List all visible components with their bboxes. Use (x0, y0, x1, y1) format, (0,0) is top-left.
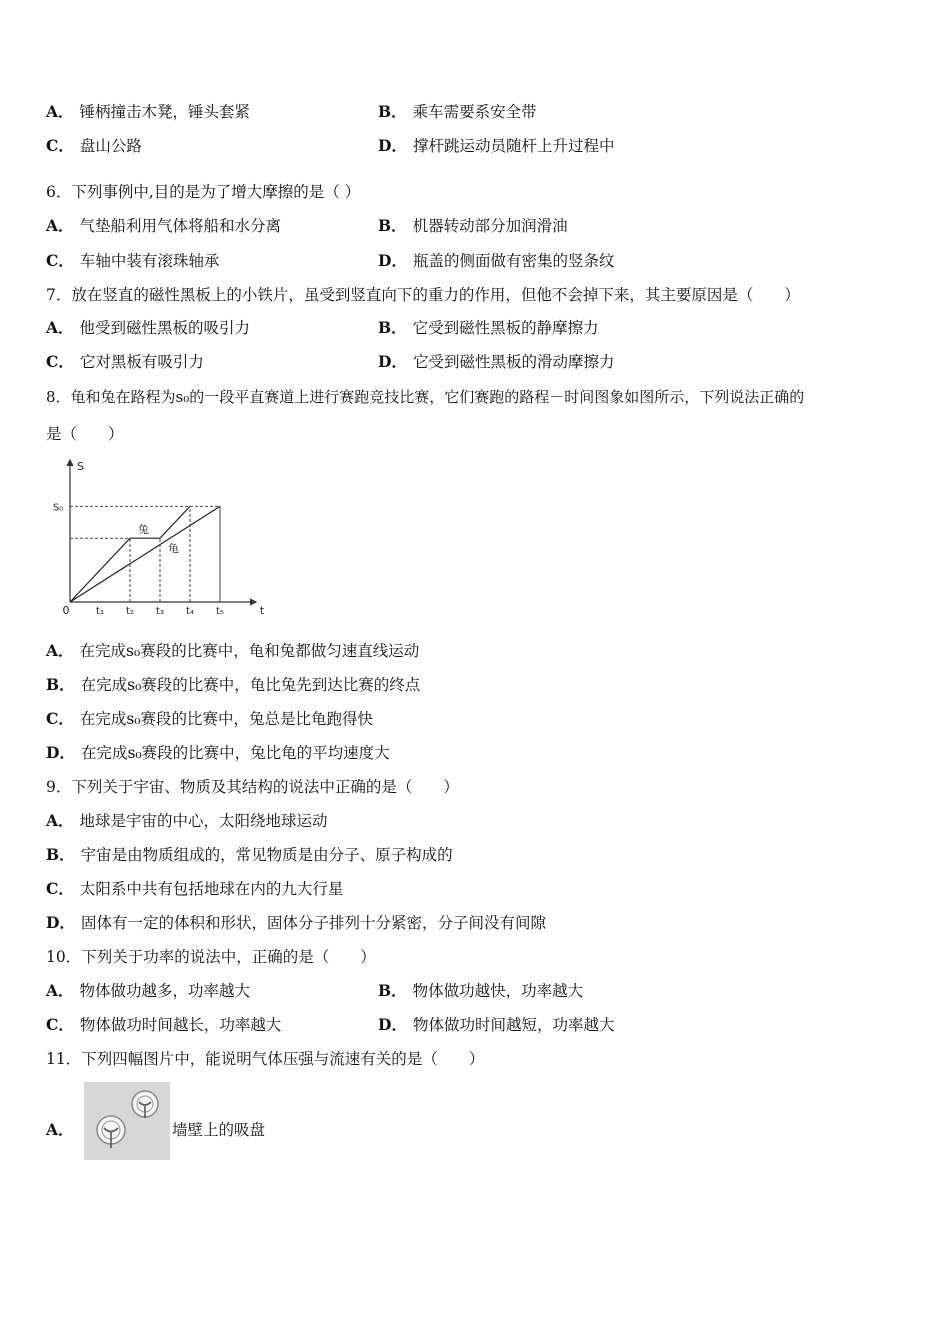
y-axis-label: S (77, 460, 84, 473)
q5-option-a (46, 102, 250, 122)
option-letter: C． (46, 1015, 74, 1034)
q7-option-c (46, 352, 204, 372)
option-text: 在完成s₀赛段的比赛中，兔总是比龟跑得快 (79, 710, 374, 728)
option-letter: C． (46, 251, 74, 270)
q8-stem-line1: 8．龟和兔在路程为s₀的一段平直赛道上进行赛跑竞技比赛，它们赛跑的路程－时间图象如图所示，下列说法正确的 (46, 388, 805, 406)
q5-option-c (46, 136, 142, 156)
series-label-hare: 兔 (138, 523, 149, 537)
option-letter: A． (46, 641, 74, 660)
option-letter: B． (378, 102, 407, 121)
distance-time-graph (40, 456, 265, 617)
x-tick-label: t₁ (96, 606, 104, 617)
q10-option-b (378, 981, 583, 1001)
q8-option-a (46, 641, 419, 661)
q8-option-b (46, 675, 420, 695)
option-letter: A． (46, 811, 74, 830)
option-text: 他受到磁性黑板的吸引力 (79, 319, 251, 337)
option-text: 机器转动部分加润滑油 (412, 217, 568, 235)
option-letter: A． (46, 981, 74, 1000)
option-letter: D． (46, 913, 75, 932)
q6-option-a (46, 216, 281, 236)
option-text: 太阳系中共有包括地球在内的九大行星 (79, 880, 344, 898)
q8-option-d (46, 743, 390, 763)
q8-option-c (46, 709, 373, 729)
option-text: 固体有一定的体积和形状，固体分子排列十分紧密，分子间没有间隙 (80, 914, 546, 932)
option-letter: A． (46, 216, 74, 235)
q9-option-c (46, 879, 343, 899)
q7-option-d (378, 352, 614, 372)
q6-option-d (378, 251, 614, 271)
q6-option-b (378, 216, 568, 236)
option-text: 物体做功时间越短，功率越大 (412, 1016, 615, 1034)
q10-stem: 10．下列关于功率的说法中，正确的是（ ） (46, 948, 376, 966)
option-letter: D． (378, 136, 407, 155)
q11-option-a-letter (46, 1120, 80, 1140)
option-text: 气垫船利用气体将船和水分离 (79, 217, 282, 235)
option-text: 乘车需要系安全带 (412, 103, 537, 121)
origin-label: 0 (62, 604, 70, 617)
option-text: 它受到磁性黑板的静摩擦力 (412, 319, 599, 337)
x-axis-label: t (259, 604, 265, 617)
option-letter: C． (46, 352, 74, 371)
x-tick-label: t₂ (126, 606, 134, 617)
q10-option-c (46, 1015, 281, 1035)
q5-option-d (378, 136, 614, 156)
option-letter: D． (46, 743, 75, 762)
q10-option-a (46, 981, 250, 1001)
x-tick-label: t₃ (156, 606, 164, 617)
q11-option-a-text: 墙壁上的吸盘 (172, 1121, 266, 1139)
q9-option-b (46, 845, 453, 865)
q7-option-b (378, 318, 599, 338)
option-letter: C． (46, 709, 74, 728)
q9-option-a (46, 811, 328, 831)
suction-cup-photo (84, 1082, 170, 1160)
option-text: 物体做功越快，功率越大 (412, 982, 584, 1000)
x-tick-label: t₄ (186, 606, 194, 617)
photo-background (84, 1082, 170, 1160)
option-letter: B． (378, 216, 407, 235)
q10-option-d (378, 1015, 614, 1035)
series-label-tortoise: 龟 (168, 542, 179, 556)
q9-option-d (46, 913, 546, 933)
option-text: 在完成s₀赛段的比赛中，龟比兔先到达比赛的终点 (80, 676, 421, 694)
option-letter: C． (46, 879, 74, 898)
q7-option-a (46, 318, 250, 338)
option-text: 锤柄撞击木凳，锤头套紧 (79, 103, 251, 121)
option-letter: A． (46, 102, 74, 121)
option-letter: B． (46, 845, 75, 864)
option-text: 地球是宇宙的中心，太阳绕地球运动 (79, 812, 328, 830)
option-text: 它受到磁性黑板的滑动摩擦力 (412, 353, 615, 371)
suction-cup-icon (132, 1091, 158, 1118)
option-text: 物体做功越多，功率越大 (79, 982, 251, 1000)
q6-option-c (46, 251, 219, 271)
y-tick-label: S₀ (52, 502, 64, 514)
option-text: 撑杆跳运动员随杆上升过程中 (412, 137, 615, 155)
option-letter: D． (378, 1015, 407, 1034)
q9-stem: 9．下列关于宇宙、物质及其结构的说法中正确的是（ ） (46, 778, 459, 796)
option-text: 在完成s₀赛段的比赛中，龟和兔都做匀速直线运动 (79, 642, 420, 660)
q11-stem: 11．下列四幅图片中，能说明气体压强与流速有关的是（ ） (46, 1050, 485, 1068)
series-line-tortoise (70, 506, 220, 602)
option-letter: D． (378, 251, 407, 270)
option-letter: D． (378, 352, 407, 371)
option-letter: C． (46, 136, 74, 155)
option-letter: B． (378, 981, 407, 1000)
option-text: 瓶盖的侧面做有密集的竖条纹 (412, 252, 615, 270)
option-text: 车轴中装有滚珠轴承 (79, 252, 220, 270)
q6-stem: 6．下列事例中,目的是为了增大摩擦的是（ ） (46, 183, 361, 201)
option-letter: B． (46, 675, 75, 694)
option-text: 物体做功时间越长，功率越大 (79, 1016, 282, 1034)
option-letter: A． (46, 318, 74, 337)
q8-stem-line2: 是（ ） (46, 425, 124, 443)
option-letter: A． (46, 1120, 74, 1139)
option-text: 它对黑板有吸引力 (79, 353, 204, 371)
option-text: 盘山公路 (79, 137, 142, 155)
q5-option-b (378, 102, 537, 122)
option-text: 在完成s₀赛段的比赛中，兔比龟的平均速度大 (80, 744, 390, 762)
x-tick-label: t₅ (216, 606, 224, 617)
option-text: 宇宙是由物质组成的，常见物质是由分子、原子构成的 (80, 846, 453, 864)
q7-stem: 7．放在竖直的磁性黑板上的小铁片，虽受到竖直向下的重力的作用，但他不会掉下来，其主要原因是（ ） (46, 286, 800, 304)
option-letter: B． (378, 318, 407, 337)
